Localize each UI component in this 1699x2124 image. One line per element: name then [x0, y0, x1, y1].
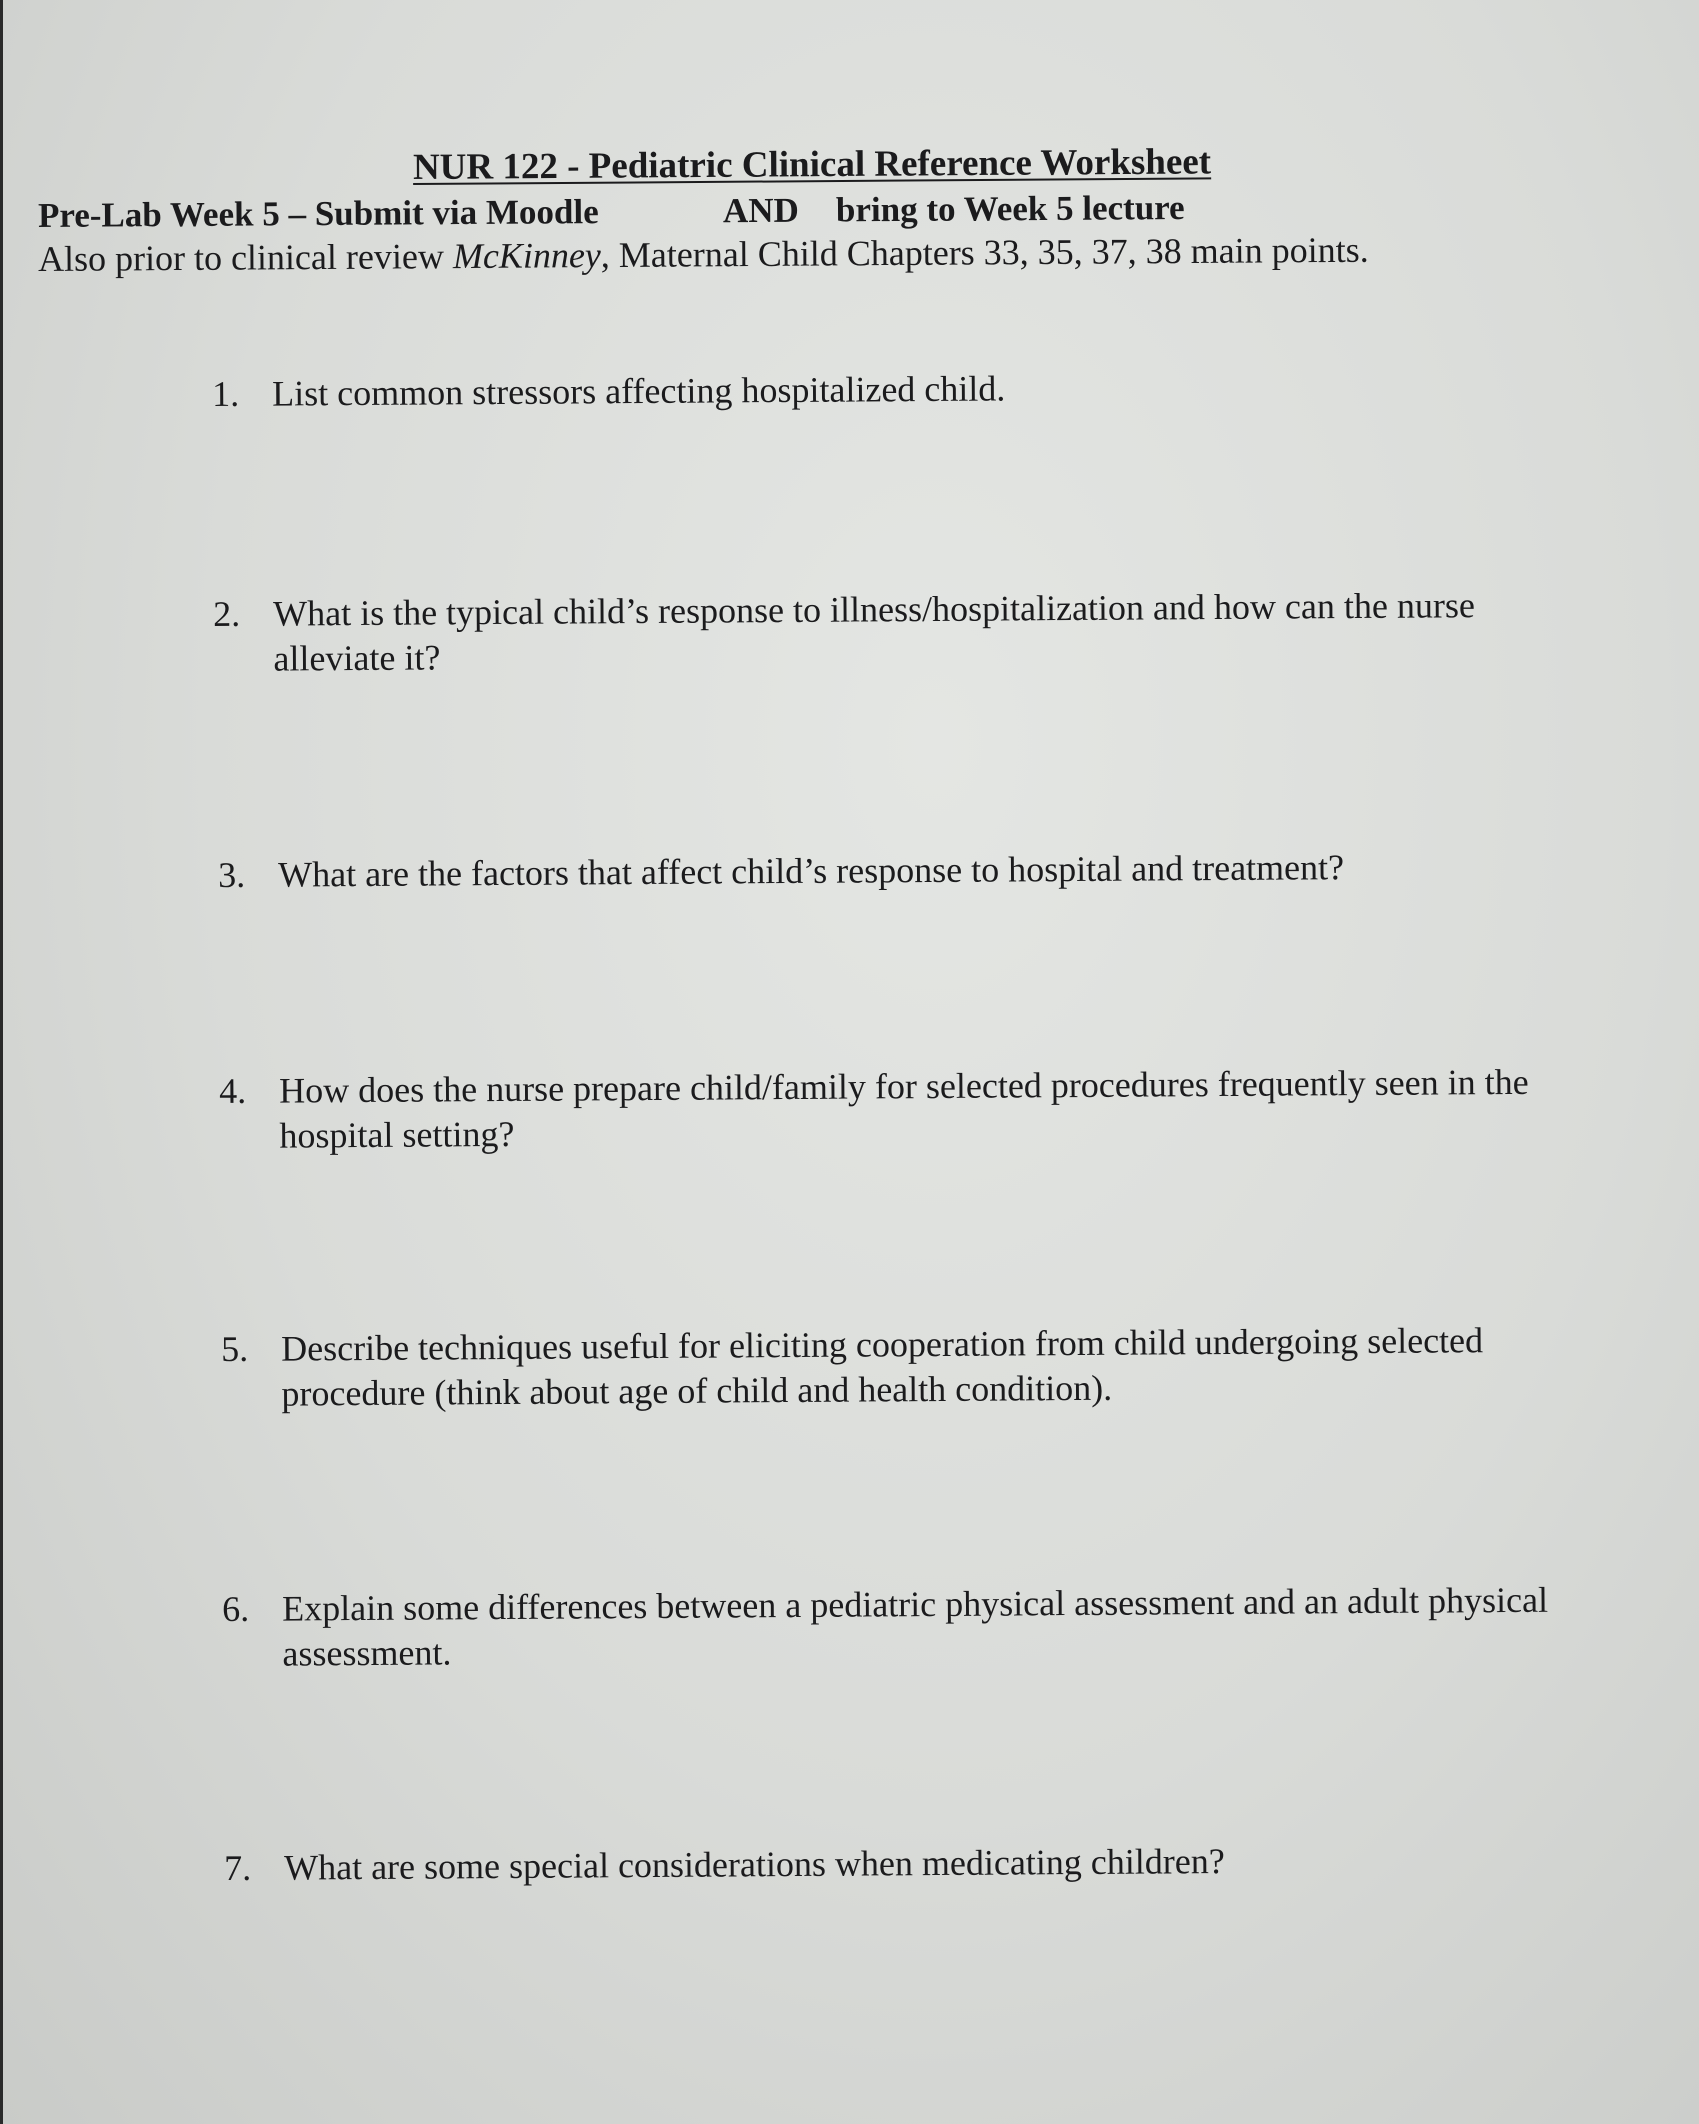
question-5 — [221, 1317, 1602, 1417]
question-text: List common stressors affecting hospitalized child. — [272, 368, 1006, 414]
submission-lecture: bring to Week 5 lecture — [835, 187, 1185, 230]
question-7 — [224, 1836, 1604, 1891]
page-edge-shadow — [0, 0, 3, 2124]
question-6 — [222, 1577, 1643, 1677]
question-number: 6. — [222, 1588, 250, 1629]
question-number: 1. — [212, 373, 240, 414]
question-text: What are the factors that affect child’s response to hospital and treatment? — [278, 847, 1345, 895]
question-1 — [212, 362, 1592, 417]
question-number: 2. — [213, 593, 241, 634]
question-text: How does the nurse prepare child/family for selected procedures frequently seen in the hospital setting? — [279, 1061, 1529, 1156]
question-number: 5. — [221, 1328, 249, 1369]
question-text: What are some special considerations when medicating children? — [284, 1841, 1225, 1888]
question-number: 4. — [219, 1070, 247, 1111]
submission-and: AND — [722, 190, 799, 231]
question-3 — [218, 843, 1598, 898]
question-4 — [219, 1059, 1600, 1159]
question-2 — [213, 582, 1594, 682]
question-text: Explain some differences between a pediatric physical assessment and an adult physical assessment. — [282, 1579, 1549, 1674]
question-number: 3. — [218, 854, 246, 895]
review-prefix: Also prior to clinical review — [37, 236, 454, 279]
question-text: What is the typical child’s response to illness/hospitalization and how can the nurse alleviate it? — [273, 585, 1475, 679]
review-suffix: , Maternal Child Chapters 33, 35, 37, 38 main points. — [600, 229, 1369, 276]
submission-instructions — [37, 187, 1185, 236]
review-book: McKinney — [452, 235, 601, 277]
review-instructions — [38, 229, 1369, 280]
worksheet-title: NUR 122 - Pediatric Clinical Reference Worksheet — [412, 141, 1212, 188]
question-number: 7. — [224, 1847, 252, 1888]
submission-moodle: Pre-Lab Week 5 – Submit via Moodle — [37, 192, 599, 235]
question-text: Describe techniques useful for eliciting cooperation from child undergoing selected procedure (think about age of child and health condition). — [281, 1320, 1484, 1414]
